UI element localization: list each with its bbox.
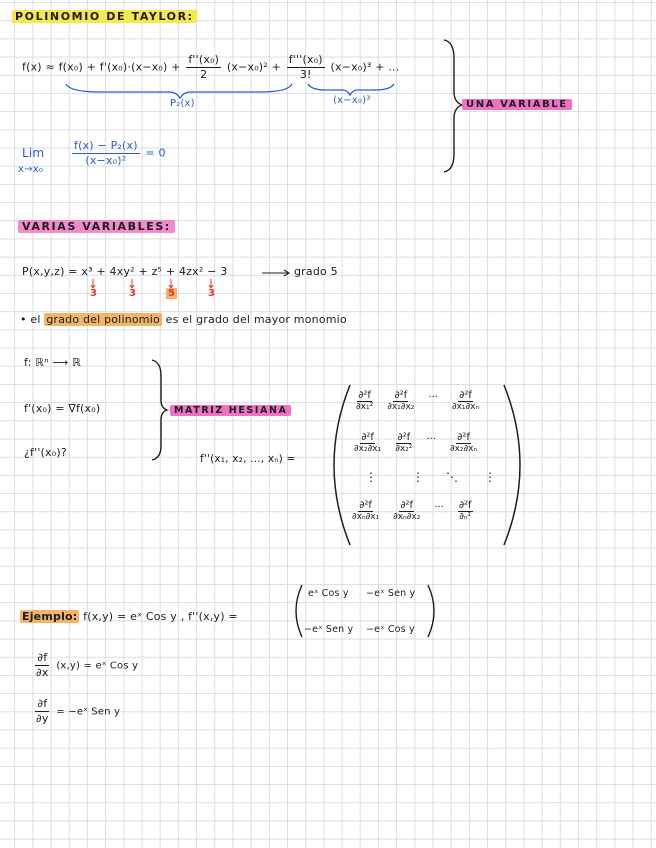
grado-label: grado 5 [294,265,338,278]
h21: ∂²f ∂x₂∂x₁ [354,432,382,454]
h2-dots: ··· [426,434,436,445]
gradient-line: f'(x₀) = ∇f(x₀) [24,402,101,415]
tag-una-variable: UNA VARIABLE [462,99,572,110]
h2n: ∂²f ∂x₂∂xₙ [449,432,478,454]
example-fn: f(x,y) = eˣ Cos y , [83,610,185,623]
ddots: ⋱ [446,470,458,484]
fx-approx: f(x) ≈ [22,60,55,74]
degree-2: 3 [129,288,137,299]
partial-y: $\frac{\partial f}{\partial y}$ = −eˣ Sen y [36,697,121,726]
lim-sub: x→x₀ [18,164,44,175]
example-fpp: f''(x,y) = [188,610,238,623]
example-left-paren [296,585,302,637]
hessian-row-1 [356,390,479,413]
brace-label-remainder: (x−x₀)³ [333,95,371,106]
degree-arrows [91,279,213,288]
brace-p2 [66,84,292,98]
degree-3-max: 5 [168,288,176,299]
h1-dots: ··· [428,392,438,403]
right-brace-multi [152,360,167,460]
degree-4: 3 [208,288,216,299]
example-right-paren [428,585,434,637]
grado-arrow [262,270,289,276]
note-grado: • el grado del polinomio es el grado del mayor monomio [20,313,347,326]
degree-1: 3 [90,288,98,299]
partial-x: $\frac{\partial f}{\partial x}$ (x,y) = eˣ Cos y [36,651,139,680]
brace-remainder [308,84,394,95]
example-label: Ejemplo: [22,610,78,623]
h12: ∂²f ∂x₁∂x₂ [387,390,415,412]
heading-varias: VARIAS VARIABLES: [18,220,175,233]
hn1: ∂²f ∂xₙ∂x₁ [352,500,380,522]
lim-word: Lim [22,146,45,160]
second-derivative-question: ¿f''(x₀)? [24,446,67,459]
vdots-1: ⋮ [365,470,377,484]
lim-expression: $\frac{\text{f(x) − P₂(x)}}{\text{(x−x₀)²}}$ = 0 [74,139,166,168]
ex-m22: −eˣ Cos y [366,624,415,635]
term-3-frac: $\frac{\text{f'''(x₀)}}{3!}$ [288,53,323,82]
vdots-2: ⋮ [412,470,424,484]
h11: ∂²f ∂x₁² [356,390,374,412]
ex-m12: −eˣ Sen y [366,588,416,599]
h1n: ∂²f ∂x₁∂xₙ [451,390,480,412]
polynomial-expression: P(x,y,z) = x³ + 4xy² + z⁵ + 4zx² − 3 [22,265,228,278]
vdots-3: ⋮ [484,470,496,484]
hessian-row-2 [354,432,477,455]
term-2-tail: (x−x₀)² + [226,60,282,74]
hnn: ∂²f ∂ₙ² [458,500,472,522]
hessian-left-paren [334,385,350,545]
h22: ∂²f ∂x₂² [395,432,413,454]
example-line [20,610,238,623]
ex-m11: eˣ Cos y [308,588,349,599]
hessian-lhs: f''(x₁, x₂, ..., xₙ) = [200,453,296,465]
hessian-row-3 [352,500,473,523]
ex-m21: −eˣ Sen y [304,624,354,635]
term-1: f'(x₀)·(x−x₀) + [99,60,181,74]
heading-taylor: POLINOMIO DE TAYLOR: [12,10,197,23]
term-2-frac: $\frac{\text{f''(x₀)}}{2}$ [188,53,220,82]
hn2: ∂²f ∂xₙ∂x₂ [393,500,421,522]
hessian-right-paren [504,385,520,545]
hn-dots: ··· [434,502,444,513]
term-3-tail: (x−x₀)³ + ... [330,60,400,74]
tag-matriz-hesiana: MATRIZ HESIANA [170,405,291,416]
right-brace-taylor [444,40,462,172]
map-definition: f: ℝⁿ ⟶ ℝ [24,356,82,369]
term-0: f(x₀) + [58,60,97,74]
brace-label-p2: P₂(x) [170,98,195,109]
